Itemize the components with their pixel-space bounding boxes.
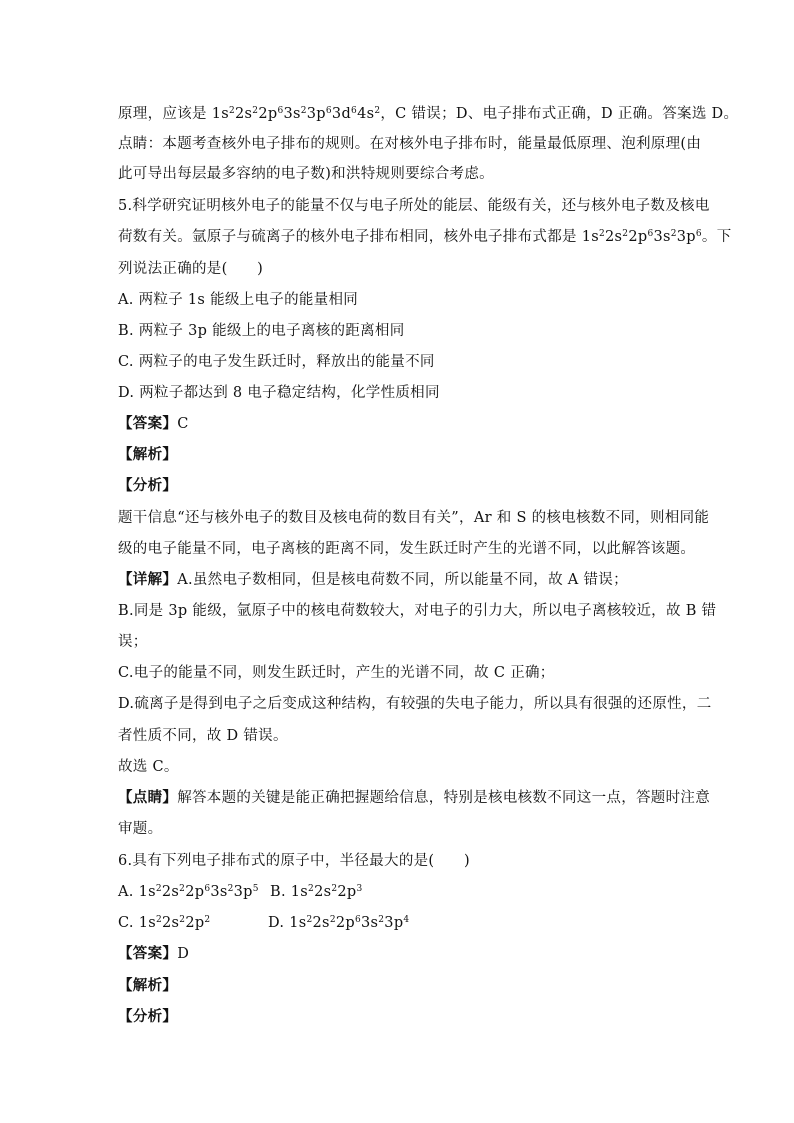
options-row-cd (118, 913, 678, 933)
answer-label: 【答案】D (118, 945, 190, 962)
text-line: 级的电子能量不同，电子离核的距离不同，发生跃迁时产生的光谱不同，以此解答该题。 (118, 541, 696, 557)
text-line: 题干信息“还与核外电子的数目及核电荷的数目有关”，Ar 和 S 的核电核数不同，则相同能 (118, 510, 710, 526)
text-line: 审题。 (118, 821, 163, 837)
question-6-stem: 6.具有下列电子排布式的原子中，半径最大的是( ) (118, 853, 470, 869)
text-line: 点睛：本题考查核外电子排布的规则。在对核外电子排布时，能量最低原理、泡利原理(由 (118, 136, 702, 152)
detail-line: 【详解】A.虽然电子数相同，但是核电荷数不同，所以能量不同，故 A 错误； (118, 571, 628, 588)
text-line: 列说法正确的是( ) (118, 261, 264, 277)
text-line: 者性质不同，故 D 错误。 (118, 728, 288, 744)
option-c: C. $1s^22s^22p^2$ (118, 915, 211, 931)
note-line: 【点睛】解答本题的关键是能正确把握题给信息，特别是核电核数不同这一点，答题时注意 (118, 789, 710, 806)
text-line: 误； (118, 634, 148, 650)
question-5-stem: 5.科学研究证明核外电子的能量不仅与电子所处的能层、能级有关，还与核外电子数及核电 (118, 198, 710, 214)
option-d: D. $1s^22s^22p^63s^23p^4$ (268, 915, 410, 931)
text-line: C.电子的能量不同，则发生跃迁时，产生的光谱不同，故 C 正确； (118, 665, 555, 681)
option-b: B. 两粒子 3p 能级上的电子离核的距离相同 (118, 323, 405, 339)
text-line: 此可导出每层最多容纳的电子数)和洪特规则要综合考虑。 (118, 166, 494, 182)
option-a: A. $1s^22s^22p^63s^23p^5$ (118, 884, 259, 900)
text-line: 原理，应该是 $1s^22s^22p^63s^23p^63d^64s^2$，C 错误；D、电子排布式正确，D 正确。答案选 D。 (118, 106, 739, 122)
option-c: C. 两粒子的电子发生跃迁时，释放出的能量不同 (118, 354, 435, 370)
option-a: A. 两粒子 1s 能级上电子的能量相同 (118, 292, 359, 308)
option-b: B. $1s^22s^22p^3$ (270, 884, 363, 900)
analysis-sub-label: 【分析】 (118, 1008, 178, 1025)
analysis-label: 【解析】 (118, 446, 178, 463)
analysis-label: 【解析】 (118, 977, 178, 994)
option-d: D. 两粒子都达到 8 电子稳定结构，化学性质相同 (118, 385, 440, 401)
analysis-sub-label: 【分析】 (118, 477, 178, 494)
text-line: D.硫离子是得到电子之后变成这种结构，有较强的失电子能力，所以具有很强的还原性，二 (118, 696, 712, 712)
options-row-ab (118, 882, 678, 902)
text-line: 故选 C。 (118, 759, 179, 775)
text-line: 荷数有关。氩原子与硫离子的核外电子排布相同，核外电子排布式都是 $1s^22s^22p^63s^23p^6$。下 (118, 229, 732, 245)
text-line: B.同是 3p 能级，氩原子中的核电荷数较大，对电子的引力大，所以电子离核较近，故 B 错 (118, 603, 717, 619)
answer-label: 【答案】C (118, 415, 189, 432)
